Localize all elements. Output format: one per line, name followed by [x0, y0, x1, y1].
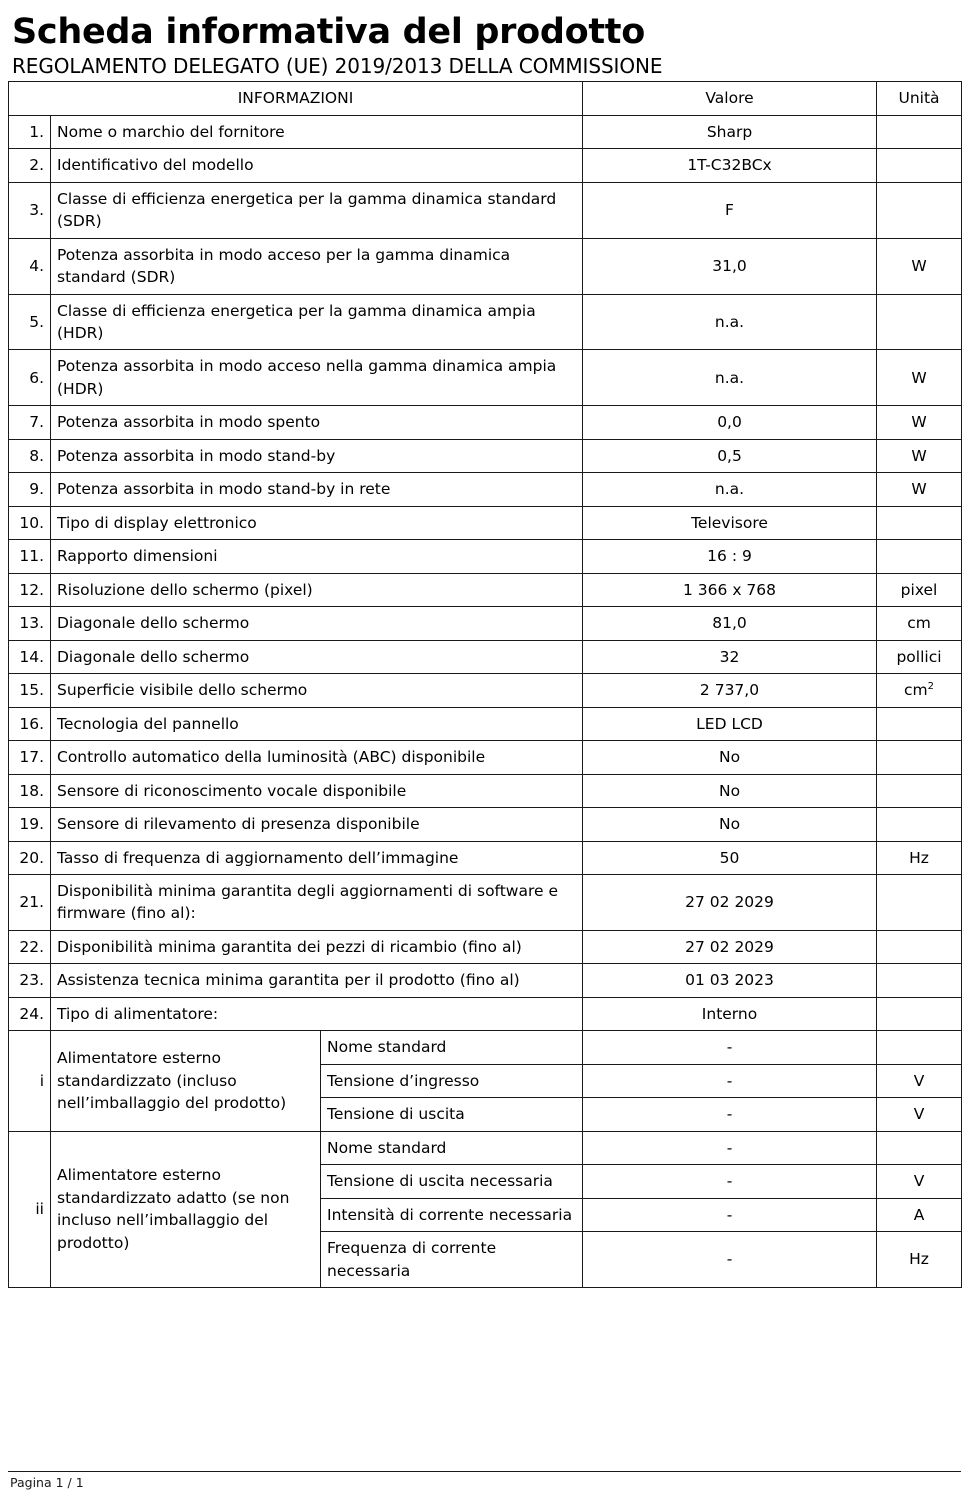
row-value: Interno: [583, 997, 877, 1030]
table-row: [9, 115, 962, 148]
row-unit: W: [877, 473, 962, 506]
psu-sub-label: Intensità di corrente necessaria: [321, 1198, 583, 1231]
psu-section-i-row: [9, 1031, 962, 1064]
row-number: 22.: [9, 930, 51, 963]
row-label: Identificativo del modello: [51, 149, 583, 182]
row-value: 31,0: [583, 238, 877, 294]
row-value: F: [583, 182, 877, 238]
row-label: Classe di efficienza energetica per la gamma dinamica standard (SDR): [51, 182, 583, 238]
psu-value: -: [583, 1131, 877, 1164]
row-label: Superficie visibile dello schermo: [51, 674, 583, 707]
page-title: Scheda informativa del prodotto: [12, 12, 645, 52]
row-label: Potenza assorbita in modo acceso nella gamma dinamica ampia (HDR): [51, 350, 583, 406]
row-unit: [877, 808, 962, 841]
row-value: 27 02 2029: [583, 874, 877, 930]
row-unit: W: [877, 439, 962, 472]
row-value: 0,0: [583, 406, 877, 439]
unit-text: cm: [904, 681, 928, 700]
psu-sub-label: Tensione d’ingresso: [321, 1064, 583, 1097]
psu-section-ii-row: [9, 1131, 962, 1164]
row-number: 20.: [9, 841, 51, 874]
table-row: [9, 808, 962, 841]
row-label: Diagonale dello schermo: [51, 640, 583, 673]
row-value: 16 : 9: [583, 540, 877, 573]
row-label: Potenza assorbita in modo spento: [51, 406, 583, 439]
row-label: Controllo automatico della luminosità (ABC) disponibile: [51, 741, 583, 774]
row-unit: W: [877, 406, 962, 439]
psu-sub-label: Nome standard: [321, 1131, 583, 1164]
row-value: 81,0: [583, 607, 877, 640]
row-value: n.a.: [583, 473, 877, 506]
row-unit: [877, 182, 962, 238]
table-row: [9, 997, 962, 1030]
row-unit: [877, 930, 962, 963]
row-label: Disponibilità minima garantita degli aggiornamenti di software e firmware (fino al):: [51, 874, 583, 930]
psu-sub-label: Tensione di uscita necessaria: [321, 1165, 583, 1198]
row-unit: [877, 294, 962, 350]
specification-table: [8, 81, 962, 1288]
page-subtitle: REGOLAMENTO DELEGATO (UE) 2019/2013 DELLA COMMISSIONE: [12, 54, 663, 79]
psu-unit: [877, 1031, 962, 1064]
row-value: No: [583, 774, 877, 807]
row-value: 2 737,0: [583, 674, 877, 707]
row-unit: W: [877, 350, 962, 406]
row-label: Risoluzione dello schermo (pixel): [51, 573, 583, 606]
row-number: 2.: [9, 149, 51, 182]
psu-value: -: [583, 1098, 877, 1131]
row-unit: pixel: [877, 573, 962, 606]
row-unit: [877, 874, 962, 930]
row-label: Potenza assorbita in modo stand-by in rete: [51, 473, 583, 506]
table-row: [9, 406, 962, 439]
row-number: 7.: [9, 406, 51, 439]
row-number: 4.: [9, 238, 51, 294]
table-row: [9, 350, 962, 406]
row-value: n.a.: [583, 294, 877, 350]
row-number: 17.: [9, 741, 51, 774]
table-header-row: [9, 82, 962, 115]
row-unit: pollici: [877, 640, 962, 673]
table-row: [9, 841, 962, 874]
row-number: 10.: [9, 506, 51, 539]
psu-value: -: [583, 1198, 877, 1231]
table-row: [9, 607, 962, 640]
header-value: Valore: [583, 82, 877, 115]
row-value: LED LCD: [583, 707, 877, 740]
row-unit: [877, 149, 962, 182]
row-number: 8.: [9, 439, 51, 472]
table-row: [9, 506, 962, 539]
row-value: 01 03 2023: [583, 964, 877, 997]
row-value: 1 366 x 768: [583, 573, 877, 606]
psu-sub-label: Tensione di uscita: [321, 1098, 583, 1131]
row-number: 13.: [9, 607, 51, 640]
psu-label: Alimentatore esterno standardizzato (incluso nell’imballaggio del prodotto): [51, 1031, 321, 1131]
row-number: 14.: [9, 640, 51, 673]
psu-unit: V: [877, 1098, 962, 1131]
psu-value: -: [583, 1165, 877, 1198]
row-label: Tasso di frequenza di aggiornamento dell’immagine: [51, 841, 583, 874]
row-unit: [877, 506, 962, 539]
table-row: [9, 774, 962, 807]
row-value: 32: [583, 640, 877, 673]
row-label: Sensore di rilevamento di presenza disponibile: [51, 808, 583, 841]
table-row: [9, 930, 962, 963]
header-information: INFORMAZIONI: [9, 82, 583, 115]
row-unit: [877, 964, 962, 997]
row-unit: [877, 741, 962, 774]
row-unit: [877, 674, 962, 707]
psu-unit: [877, 1131, 962, 1164]
row-number: 19.: [9, 808, 51, 841]
table-row: [9, 874, 962, 930]
row-unit: [877, 115, 962, 148]
psu-unit: Hz: [877, 1232, 962, 1288]
row-value: No: [583, 808, 877, 841]
row-label: Tecnologia del pannello: [51, 707, 583, 740]
row-label: Tipo di alimentatore:: [51, 997, 583, 1030]
page-footer: Pagina 1 / 1: [10, 1475, 84, 1490]
row-number: 9.: [9, 473, 51, 506]
row-number: 18.: [9, 774, 51, 807]
row-number: 3.: [9, 182, 51, 238]
row-number: 23.: [9, 964, 51, 997]
row-unit: W: [877, 238, 962, 294]
row-value: n.a.: [583, 350, 877, 406]
row-number: 11.: [9, 540, 51, 573]
row-label: Potenza assorbita in modo stand-by: [51, 439, 583, 472]
row-label: Nome o marchio del fornitore: [51, 115, 583, 148]
psu-value: -: [583, 1064, 877, 1097]
psu-marker: ii: [9, 1131, 51, 1287]
table-row: [9, 473, 962, 506]
row-label: Rapporto dimensioni: [51, 540, 583, 573]
row-number: 24.: [9, 997, 51, 1030]
row-number: 5.: [9, 294, 51, 350]
row-value: 0,5: [583, 439, 877, 472]
row-label: Classe di efficienza energetica per la gamma dinamica ampia (HDR): [51, 294, 583, 350]
row-unit: Hz: [877, 841, 962, 874]
row-unit: [877, 540, 962, 573]
row-number: 15.: [9, 674, 51, 707]
table-row: [9, 439, 962, 472]
row-unit: [877, 774, 962, 807]
table-row: [9, 741, 962, 774]
psu-marker: i: [9, 1031, 51, 1131]
table-row: [9, 238, 962, 294]
table-row: [9, 149, 962, 182]
psu-unit: V: [877, 1064, 962, 1097]
psu-value: -: [583, 1232, 877, 1288]
table-row: [9, 640, 962, 673]
row-label: Sensore di riconoscimento vocale disponibile: [51, 774, 583, 807]
psu-unit: A: [877, 1198, 962, 1231]
row-unit: [877, 997, 962, 1030]
row-value: 27 02 2029: [583, 930, 877, 963]
row-value: 50: [583, 841, 877, 874]
row-unit: cm: [877, 607, 962, 640]
table-row: [9, 964, 962, 997]
row-label: Tipo di display elettronico: [51, 506, 583, 539]
row-number: 16.: [9, 707, 51, 740]
table-row: [9, 182, 962, 238]
psu-sub-label: Frequenza di corrente necessaria: [321, 1232, 583, 1288]
row-label: Diagonale dello schermo: [51, 607, 583, 640]
row-number: 12.: [9, 573, 51, 606]
row-number: 21.: [9, 874, 51, 930]
psu-unit: V: [877, 1165, 962, 1198]
footer-divider: [8, 1471, 961, 1472]
row-label: Assistenza tecnica minima garantita per il prodotto (fino al): [51, 964, 583, 997]
row-value: 1T-C32BCx: [583, 149, 877, 182]
row-unit: [877, 707, 962, 740]
table-row: [9, 707, 962, 740]
row-label: Disponibilità minima garantita dei pezzi di ricambio (fino al): [51, 930, 583, 963]
unit-superscript: 2: [927, 681, 935, 692]
psu-label: Alimentatore esterno standardizzato adatto (se non incluso nell’imballaggio del prodotto): [51, 1131, 321, 1287]
row-label: Potenza assorbita in modo acceso per la gamma dinamica standard (SDR): [51, 238, 583, 294]
psu-value: -: [583, 1031, 877, 1064]
row-value: Sharp: [583, 115, 877, 148]
table-row: [9, 573, 962, 606]
row-value: No: [583, 741, 877, 774]
psu-sub-label: Nome standard: [321, 1031, 583, 1064]
table-row: [9, 540, 962, 573]
row-number: 1.: [9, 115, 51, 148]
header-unit: Unità: [877, 82, 962, 115]
row-value: Televisore: [583, 506, 877, 539]
table-row: [9, 294, 962, 350]
row-number: 6.: [9, 350, 51, 406]
table-row: [9, 674, 962, 707]
